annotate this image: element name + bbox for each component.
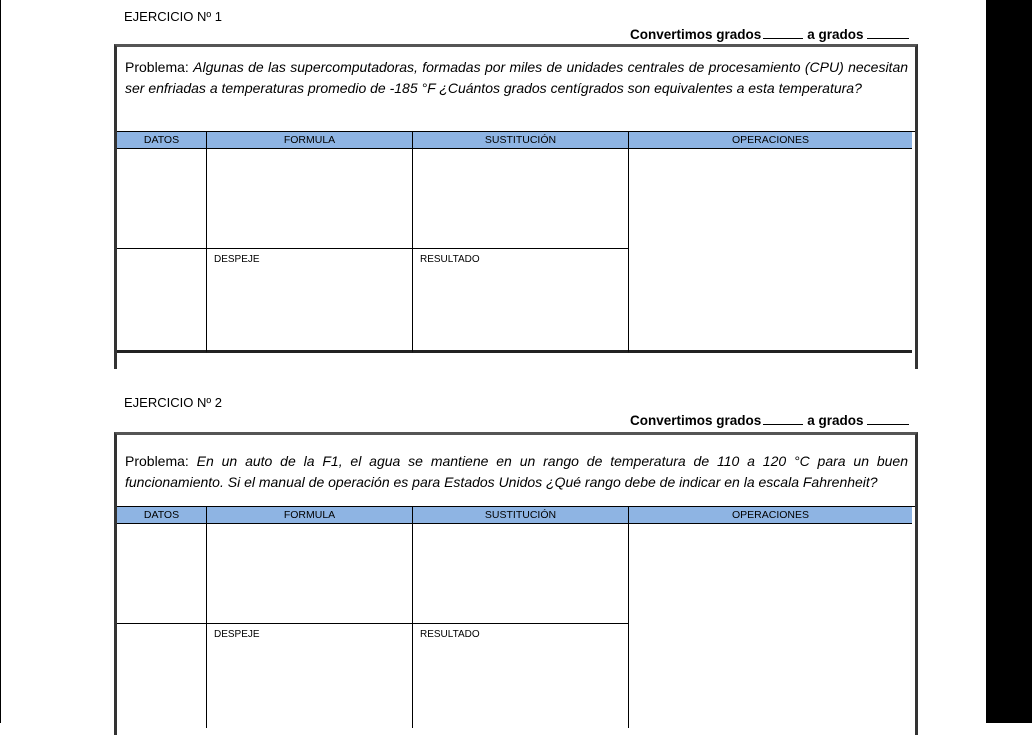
exercise-2-title: EJERCICIO Nº 2 (124, 395, 222, 410)
col-header-sustitucion: SUSTITUCIÓN (413, 507, 629, 524)
viewer-edge-bar (986, 0, 1032, 723)
exercise-1-table (117, 131, 915, 353)
exercise-1-title: EJERCICIO Nº 1 (124, 9, 222, 24)
exercise-1-convert-line: Convertimos grados a grados (630, 27, 909, 42)
exercise-2-convert-line: Convertimos grados a grados (630, 413, 909, 428)
sustitucion-cell[interactable] (413, 149, 629, 249)
exercise-2-problem: Problema: En un auto de la F1, el agua se mantiene en un rango de temperatura de 110 a 120 °C para un buen funcionamiento. Si el manual de operación es para Estados Unidos ¿Qué rango debe de indicar en la escala Fahrenheit? (125, 453, 909, 490)
blank-to-unit[interactable] (867, 27, 909, 39)
resultado-cell[interactable]: RESULTADO (413, 249, 629, 353)
col-header-formula: FORMULA (207, 507, 413, 524)
blank-to-unit[interactable] (867, 413, 909, 425)
operaciones-cell[interactable] (629, 524, 912, 728)
exercise-2-box (114, 432, 918, 735)
blank-from-unit[interactable] (763, 413, 803, 425)
exercise-2-table (117, 506, 915, 728)
col-header-formula: FORMULA (207, 132, 413, 149)
col-header-datos: DATOS (117, 132, 207, 149)
datos-cell-top[interactable] (117, 524, 207, 624)
formula-cell[interactable] (207, 149, 413, 249)
despeje-cell[interactable]: DESPEJE (207, 249, 413, 353)
datos-cell-bottom[interactable] (117, 249, 207, 353)
sustitucion-cell[interactable] (413, 524, 629, 624)
datos-cell-top[interactable] (117, 149, 207, 249)
exercise-1-problem: Problema: Algunas de las supercomputadoras, formadas por miles de unidades centrales de procesamiento (CPU) necesitan ser enfriadas a temperaturas promedio de -185 °F ¿Cuántos grados centígrados son equivalentes a esta temperatura? (125, 59, 909, 96)
col-header-operaciones: OPERACIONES (629, 132, 912, 149)
formula-cell[interactable] (207, 524, 413, 624)
exercise-1-box (114, 44, 918, 369)
resultado-cell[interactable]: RESULTADO (413, 624, 629, 728)
col-header-datos: DATOS (117, 507, 207, 524)
col-header-sustitucion: SUSTITUCIÓN (413, 132, 629, 149)
blank-from-unit[interactable] (763, 27, 803, 39)
datos-cell-bottom[interactable] (117, 624, 207, 728)
col-header-operaciones: OPERACIONES (629, 507, 912, 524)
operaciones-cell[interactable] (629, 149, 912, 353)
despeje-cell[interactable]: DESPEJE (207, 624, 413, 728)
